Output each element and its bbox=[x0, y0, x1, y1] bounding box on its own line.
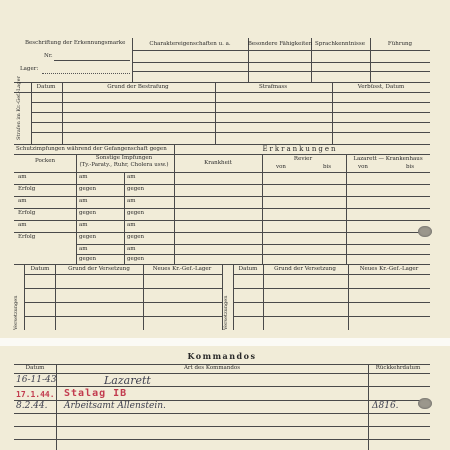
kommandos-title: Kommandos bbox=[187, 351, 257, 361]
impf-cell: gegen bbox=[79, 256, 97, 262]
impf-cell: am bbox=[127, 246, 136, 252]
label-erkennungsmarke: Beschriftung der Erkennungsmarke bbox=[25, 40, 126, 46]
col-strafmass: Strafmass bbox=[258, 84, 288, 90]
col-revier-von: von bbox=[276, 164, 286, 170]
col-grund-bestrafung: Grund der Bestrafung bbox=[107, 84, 169, 90]
impf-cell: am bbox=[79, 222, 88, 228]
impf-cell: am bbox=[79, 198, 88, 204]
col-sprachkenntnisse: Sprachkenntnisse bbox=[315, 41, 365, 47]
kommando-rueckkehr: Δ816. bbox=[372, 401, 399, 411]
impf-cell: gegen bbox=[127, 256, 145, 262]
col-revier: Revier bbox=[293, 156, 313, 162]
col-charaktereigenschaften: Charaktereigenschaften u. a. bbox=[149, 41, 231, 47]
col-sonstige-impfungen: Sonstige Impfungen bbox=[95, 155, 153, 161]
kommando-art: Arbeitsamt Allenstein. bbox=[64, 401, 166, 411]
col-strafen-datum: Datum bbox=[36, 84, 56, 90]
impf-cell: Erfolg bbox=[18, 210, 36, 216]
impf-cell: am bbox=[18, 222, 27, 228]
impf-cell: am bbox=[127, 174, 136, 180]
impf-cell: gegen bbox=[79, 234, 97, 240]
col-besondere-faehigkeiten: Besondere Fähigkeiten bbox=[247, 41, 313, 47]
col-revier-bis: bis bbox=[323, 164, 332, 170]
kommando-date-stamp: 17.1.44. bbox=[16, 390, 55, 399]
col-lazarett-bis: bis bbox=[406, 164, 415, 170]
impf-cell: am bbox=[18, 174, 27, 180]
kommando-date: 8.2.44. bbox=[16, 401, 48, 411]
label-lager: Lager: bbox=[20, 66, 39, 72]
col-grund-versetzung: Grund der Versetzung bbox=[68, 266, 130, 272]
kommando-date: 16-11-43 bbox=[16, 375, 57, 385]
impf-cell: gegen bbox=[79, 186, 97, 192]
kommando-art-stamp: Stalag IB bbox=[64, 388, 128, 399]
impf-cell: Erfolg bbox=[18, 234, 36, 240]
impf-cell: am bbox=[127, 222, 136, 228]
erkrankungen-title: Erkrankungen bbox=[262, 145, 338, 153]
impf-cell: am bbox=[127, 198, 136, 204]
col-sonstige-impfungen-detail: (Ty.-Paraty., Ruhr, Cholera usw.) bbox=[79, 162, 169, 168]
label-nr: Nr. bbox=[44, 53, 53, 59]
col-pocken: Pocken bbox=[35, 158, 55, 164]
versetzungen-side-label: Versetzungen bbox=[13, 295, 19, 330]
col-fuehrung: Führung bbox=[387, 41, 413, 47]
col-rueckkehrdatum: Rückkehrdatum bbox=[375, 365, 421, 371]
col-lazarett: Lazarett — Krankenhaus bbox=[353, 156, 423, 162]
punch-hole bbox=[418, 398, 432, 409]
impf-cell: am bbox=[79, 246, 88, 252]
punch-hole bbox=[418, 226, 432, 237]
col-grund-versetzung: Grund der Versetzung bbox=[274, 266, 336, 272]
col-neues-lager: Neues Kr.-Gef.-Lager bbox=[152, 266, 212, 272]
kommando-art: Lazarett bbox=[104, 374, 151, 387]
impf-cell: gegen bbox=[127, 186, 145, 192]
col-verbuesst: Verbüsst, Datum bbox=[357, 84, 405, 90]
col-versetzung-datum: Datum bbox=[30, 266, 50, 272]
col-versetzung-datum: Datum bbox=[238, 266, 258, 272]
impf-cell: Erfolg bbox=[18, 186, 36, 192]
impf-cell: am bbox=[18, 198, 27, 204]
impf-cell: gegen bbox=[79, 210, 97, 216]
strafen-side-label: Strafen im Kr.-Gef.-Lager bbox=[16, 76, 22, 140]
impf-cell: gegen bbox=[127, 234, 145, 240]
impf-title: Schutzimpfungen während der Gefangenschaft gegen bbox=[16, 146, 167, 152]
page-fold bbox=[0, 338, 450, 346]
col-kommando-datum: Datum bbox=[25, 365, 45, 371]
impf-cell: gegen bbox=[127, 210, 145, 216]
versetzungen-side-label: Versetzungen bbox=[223, 295, 229, 330]
col-art-kommandos: Art des Kommandos bbox=[183, 365, 241, 371]
col-krankheit: Krankheit bbox=[204, 160, 232, 166]
col-lazarett-von: von bbox=[358, 164, 368, 170]
impf-cell: am bbox=[79, 174, 88, 180]
col-neues-lager: Neues Kr.-Gef.-Lager bbox=[359, 266, 419, 272]
